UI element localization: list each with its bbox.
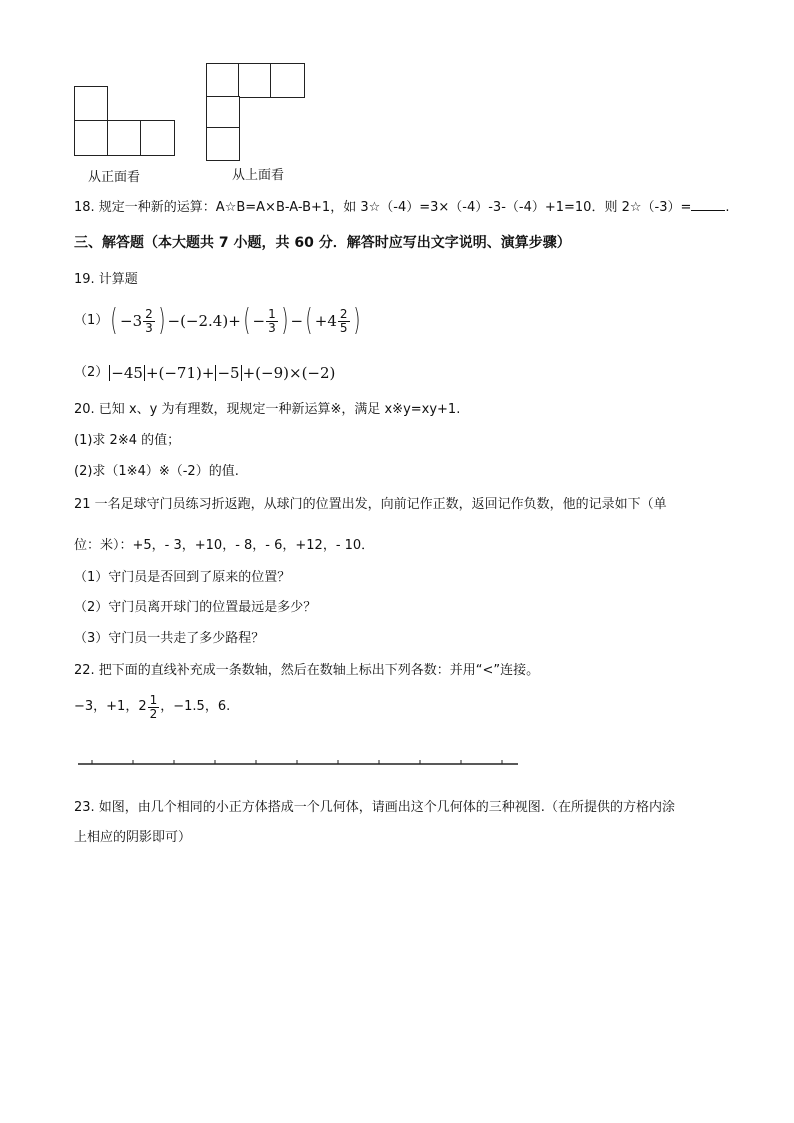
question-20-part-1: (1)求 2※4 的值； bbox=[74, 433, 181, 448]
front-view-cell bbox=[107, 120, 142, 156]
top-view-figure bbox=[206, 63, 306, 161]
top-view-cell bbox=[238, 63, 272, 98]
question-22-numbers: −3，+1，2 $\frac{1}{2}$ ，−1.5，6. bbox=[74, 692, 231, 721]
question-20: 20. 已知 x、y 为有理数，现规定一种新运算※，满足 x※y=xy+1. bbox=[74, 402, 461, 417]
question-19-part-1: （1） ( − 3 $\frac{2}{3}$ ) − ( −2.4 ) + ( − $\frac{1}{3}$ ) − ( + 4 $\frac{2}{5}$ ) bbox=[74, 303, 360, 338]
section-heading: 三、解答题（本大题共 7 小题，共 60 分．解答时应写出文字说明、演算步骤） bbox=[74, 235, 571, 251]
fraction: $\frac{1}{3}$ bbox=[268, 306, 276, 335]
fraction: $\frac{2}{5}$ bbox=[339, 306, 348, 335]
question-23-line-1: 23. 如图，由几个相同的小正方体搭成一个几何体，请画出这个几何体的三种视图.（在所提供的方格内涂 bbox=[74, 800, 675, 815]
question-21-part-2: （2）守门员离开球门的位置最远是多少？ bbox=[74, 600, 317, 615]
fraction: $\frac{2}{3}$ bbox=[145, 306, 153, 335]
question-18-text: 18. 规定一种新的运算：A☆B=A×B-A-B+1，如 3☆（-4）=3×（-4）-3-（-4）+1=10．则 2☆（-3）= bbox=[74, 200, 692, 215]
front-view-cell bbox=[74, 86, 108, 122]
question-21-part-1: （1）守门员是否回到了原来的位置？ bbox=[74, 570, 291, 585]
question-22: 22. 把下面的直线补充成一条数轴，然后在数轴上标出下列各数：并用“<”连接。 bbox=[74, 663, 540, 678]
question-20-part-2: (2)求（1※4）※（-2）的值. bbox=[74, 464, 239, 479]
fraction: $\frac{1}{2}$ bbox=[149, 692, 158, 721]
question-21-line-2: 位：米）：+5，- 3，+10，- 8，- 6，+12，- 10． bbox=[74, 538, 375, 553]
question-23-line-2: 上相应的阴影即可） bbox=[74, 830, 192, 845]
top-view-cell bbox=[206, 127, 240, 161]
front-view-cell bbox=[74, 120, 109, 156]
part-label: （2） bbox=[74, 365, 109, 380]
question-19-title: 19. 计算题 bbox=[74, 272, 138, 287]
top-view-caption: 从上面看 bbox=[232, 168, 285, 183]
number-line bbox=[70, 750, 530, 770]
front-view-cell bbox=[140, 120, 175, 156]
question-21-part-3: （3）守门员一共走了多少路程？ bbox=[74, 631, 265, 646]
top-view-cell bbox=[206, 96, 240, 129]
answer-blank bbox=[691, 198, 725, 211]
question-18 bbox=[74, 198, 730, 217]
question-21-line-1: 21 一名足球守门员练习折返跑，从球门的位置出发，向前记作正数，返回记作负数，他的记录如下（单 bbox=[74, 497, 667, 512]
top-view-cell bbox=[270, 63, 305, 98]
question-19-part-2: （2） −45 + (−71) + −5 + (−9) × (−2) bbox=[74, 364, 336, 382]
top-view-cell bbox=[206, 63, 240, 98]
front-view-figure bbox=[74, 86, 176, 158]
front-view-caption: 从正面看 bbox=[88, 170, 141, 185]
part-label: （1） bbox=[74, 313, 109, 328]
question-18-end: . bbox=[725, 200, 730, 215]
